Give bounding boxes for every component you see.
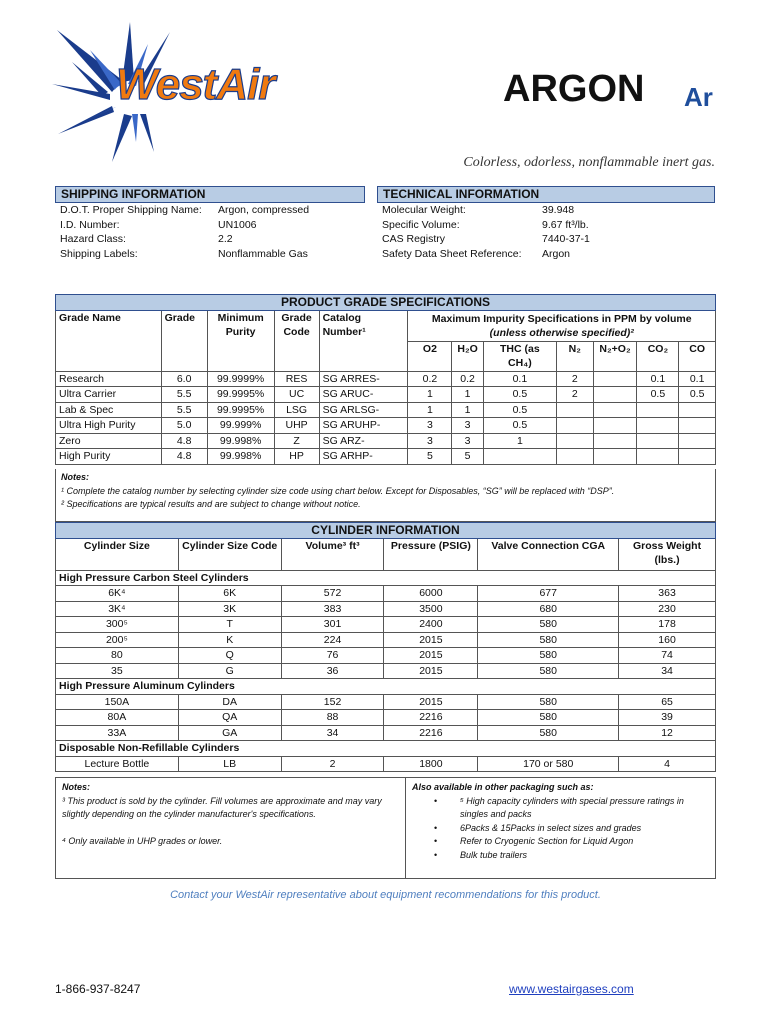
technical-label: Safety Data Sheet Reference:: [382, 247, 522, 260]
col-impurity-2: THC (as CH₄): [483, 341, 556, 371]
impurity-cell: [593, 387, 637, 403]
cylinder-cell: 152: [281, 694, 384, 710]
cylinder-cell: 580: [478, 663, 619, 679]
impurity-cell: 2: [556, 387, 593, 403]
shipping-label: Hazard Class:: [60, 233, 126, 245]
grade-cell: 4.8: [161, 449, 207, 465]
also-available-item: • ⁵ High capacity cylinders with special pressure ratings in singles and packs: [412, 795, 709, 822]
cylinder-group-row: [56, 570, 716, 586]
technical-label: CAS Registry: [382, 233, 446, 245]
min-purity-cell: 99.998%: [207, 433, 274, 449]
cylinder-notes-right: [406, 778, 715, 878]
cylinder-cell: 2: [281, 756, 384, 772]
cylinder-cell: 572: [281, 586, 384, 602]
cylinder-col-4: Valve Connection CGA: [478, 538, 619, 570]
grade-row: [56, 402, 716, 418]
impurity-cell: 1: [452, 402, 483, 418]
cylinder-row: [56, 617, 716, 633]
cylinder-cell: 160: [619, 632, 716, 648]
product-grade-table: [55, 294, 716, 465]
cylinder-cell: T: [178, 617, 281, 633]
phone-number: 1-866-937-8247: [55, 982, 141, 996]
grade-cell: 5.5: [161, 402, 207, 418]
impurity-cell: [593, 433, 637, 449]
impurity-cell: 0.1: [483, 371, 556, 387]
cylinder-cell: 33A: [56, 725, 179, 741]
impurity-cell: 5: [452, 449, 483, 465]
technical-row: [377, 232, 715, 247]
grade-cell: 4.8: [161, 433, 207, 449]
col-catalog-number: Catalog Number¹: [319, 310, 408, 371]
grade-code-cell: Z: [274, 433, 319, 449]
cylinder-cell: 4: [619, 756, 716, 772]
cylinder-row: [56, 648, 716, 664]
shipping-value: Argon, compressed: [218, 204, 310, 216]
cylinder-cell: 383: [281, 601, 384, 617]
grade-row: [56, 387, 716, 403]
cylinder-cell: 36: [281, 663, 384, 679]
technical-value: 39.948: [542, 204, 575, 216]
shipping-info-section: [55, 186, 365, 261]
impurity-cell: [556, 402, 593, 418]
cylinder-cell: G: [178, 663, 281, 679]
technical-label: Molecular Weight:: [382, 204, 466, 216]
impurity-cell: [556, 418, 593, 434]
also-available-item: • 6Packs & 15Packs in select sizes and grades: [412, 822, 709, 836]
cylinder-cell: 200⁵: [56, 632, 179, 648]
grade-name-cell: Ultra High Purity: [56, 418, 162, 434]
cylinder-cell: 580: [478, 694, 619, 710]
cylinder-cell: 677: [478, 586, 619, 602]
impurity-cell: 0.2: [408, 371, 452, 387]
grade-name-cell: Lab & Spec: [56, 402, 162, 418]
cylinder-col-0: Cylinder Size: [56, 538, 179, 570]
cylinder-cell: 80A: [56, 710, 179, 726]
cylinder-cell: 3500: [384, 601, 478, 617]
cylinder-row: [56, 601, 716, 617]
grade-table-heading: PRODUCT GRADE SPECIFICATIONS: [56, 295, 716, 311]
cylinder-note-4: ⁴ Only available in UHP grades or lower.: [62, 835, 223, 846]
grade-code-cell: UC: [274, 387, 319, 403]
cylinder-cell: 6K: [178, 586, 281, 602]
catalog-cell: SG ARUC-: [319, 387, 408, 403]
impurity-cell: 3: [408, 418, 452, 434]
impurity-cell: [637, 418, 679, 434]
col-grade: Grade: [161, 310, 207, 371]
cylinder-row: [56, 663, 716, 679]
cylinder-row: [56, 632, 716, 648]
col-impurity-4: N₂+O₂: [593, 341, 637, 371]
also-available-item: • Refer to Cryogenic Section for Liquid Argon: [412, 835, 709, 849]
cylinder-cell: 6K⁴: [56, 586, 179, 602]
impurity-cell: 1: [483, 433, 556, 449]
impurity-cell: 0.5: [637, 387, 679, 403]
grade-note-1: ¹ Complete the catalog number by selecting cylinder size code using chart below. Except for Disposables, “SG” will be replaced with “DSP”.: [61, 485, 615, 496]
impurity-cell: [637, 402, 679, 418]
min-purity-cell: 99.999%: [207, 418, 274, 434]
cylinder-cell: QA: [178, 710, 281, 726]
impurity-cell: 1: [408, 402, 452, 418]
cylinder-cell: 680: [478, 601, 619, 617]
catalog-cell: SG ARZ-: [319, 433, 408, 449]
catalog-cell: SG ARUHP-: [319, 418, 408, 434]
impurity-cell: [556, 449, 593, 465]
grade-row: [56, 449, 716, 465]
shipping-label: Shipping Labels:: [60, 247, 138, 260]
cylinder-cell: 34: [619, 663, 716, 679]
cylinder-cell: 3K: [178, 601, 281, 617]
impurity-cell: 0.1: [679, 371, 716, 387]
cylinder-cell: 580: [478, 725, 619, 741]
grade-row: [56, 371, 716, 387]
shipping-label: I.D. Number:: [60, 218, 120, 231]
cylinder-cell: 76: [281, 648, 384, 664]
impurity-cell: 0.5: [679, 387, 716, 403]
cylinder-cell: 580: [478, 617, 619, 633]
impurity-cell: [679, 402, 716, 418]
impurity-cell: 1: [452, 387, 483, 403]
impurity-cell: 0.1: [637, 371, 679, 387]
cylinder-note-3: ³ This product is sold by the cylinder. Fill volumes are approximate and may vary slightly depending on the cylinder manufacturer's specifications.: [62, 795, 382, 819]
cylinder-row: [56, 586, 716, 602]
cylinder-cell: 6000: [384, 586, 478, 602]
cylinder-cell: 80: [56, 648, 179, 664]
cylinder-cell: 301: [281, 617, 384, 633]
grade-name-cell: High Purity: [56, 449, 162, 465]
shipping-value: Nonflammable Gas: [218, 247, 308, 260]
logo-wordmark: WestAir: [116, 60, 275, 109]
cylinder-cell: 74: [619, 648, 716, 664]
min-purity-cell: 99.9995%: [207, 387, 274, 403]
grade-name-cell: Research: [56, 371, 162, 387]
min-purity-cell: 99.9995%: [207, 402, 274, 418]
cylinder-group-label: High Pressure Aluminum Cylinders: [56, 679, 716, 695]
col-impurity-5: CO₂: [637, 341, 679, 371]
col-min-purity: Minimum Purity: [207, 310, 274, 371]
impurity-cell: [483, 449, 556, 465]
cylinder-cell: 2015: [384, 648, 478, 664]
cylinder-cell: K: [178, 632, 281, 648]
grade-cell: 5.0: [161, 418, 207, 434]
technical-info-heading: TECHNICAL INFORMATION: [377, 186, 715, 203]
impurity-cell: 5: [408, 449, 452, 465]
shipping-label: D.O.T. Proper Shipping Name:: [60, 204, 202, 216]
shipping-value: UN1006: [218, 218, 257, 231]
impurity-cell: [679, 418, 716, 434]
cylinder-info-table: [55, 522, 716, 772]
cylinder-cell: 178: [619, 617, 716, 633]
col-impurity-3: N₂: [556, 341, 593, 371]
website-link[interactable]: www.westairgases.com: [509, 982, 634, 996]
impurity-cell: 2: [556, 371, 593, 387]
cylinder-cell: 35: [56, 663, 179, 679]
grade-code-cell: RES: [274, 371, 319, 387]
cylinder-group-row: [56, 679, 716, 695]
impurity-cell: [593, 449, 637, 465]
also-available-item: • Bulk tube trailers: [412, 849, 709, 863]
technical-value: 9.67 ft³/lb.: [542, 218, 589, 231]
cylinder-table-heading: CYLINDER INFORMATION: [56, 523, 716, 539]
impurity-cell: [679, 449, 716, 465]
product-title: ARGON: [503, 68, 645, 110]
col-grade-code: Grade Code: [274, 310, 319, 371]
impurity-title: Maximum Impurity Specifications in PPM by volume: [431, 312, 692, 325]
cylinder-group-label: Disposable Non-Refillable Cylinders: [56, 741, 716, 757]
cylinder-cell: 3K⁴: [56, 601, 179, 617]
cylinder-cell: LB: [178, 756, 281, 772]
cylinder-cell: DA: [178, 694, 281, 710]
cylinder-col-1: Cylinder Size Code: [178, 538, 281, 570]
col-impurity-1: H₂O: [452, 341, 483, 371]
impurity-cell: [593, 371, 637, 387]
shipping-row: [55, 218, 365, 233]
grade-cell: 6.0: [161, 371, 207, 387]
technical-value: Argon: [542, 247, 571, 260]
cylinder-cell: 363: [619, 586, 716, 602]
cylinder-cell: Q: [178, 648, 281, 664]
impurity-cell: 1: [408, 387, 452, 403]
grade-code-cell: HP: [274, 449, 319, 465]
impurity-cell: [637, 449, 679, 465]
grade-code-cell: UHP: [274, 418, 319, 434]
technical-value: 7440-37-1: [542, 233, 590, 245]
cylinder-cell: 2216: [384, 710, 478, 726]
cylinder-notes: [55, 777, 716, 879]
technical-label: Specific Volume:: [382, 218, 460, 231]
impurity-cell: [637, 433, 679, 449]
col-impurity-6: CO: [679, 341, 716, 371]
technical-row: [377, 247, 715, 262]
impurity-cell: 3: [452, 433, 483, 449]
westair-logo: [52, 22, 302, 162]
cylinder-cell: GA: [178, 725, 281, 741]
cylinder-cell: 224: [281, 632, 384, 648]
cylinder-cell: 580: [478, 632, 619, 648]
col-grade-name: Grade Name: [56, 310, 162, 371]
impurity-cell: 0.5: [483, 402, 556, 418]
cylinder-cell: 150A: [56, 694, 179, 710]
cylinder-cell: 88: [281, 710, 384, 726]
cylinder-cell: 1800: [384, 756, 478, 772]
cylinder-col-2: Volume³ ft³: [281, 538, 384, 570]
cylinder-row: [56, 710, 716, 726]
cylinder-group-label: High Pressure Carbon Steel Cylinders: [56, 570, 716, 586]
cylinder-cell: 2015: [384, 632, 478, 648]
grade-note-2: ² Specifications are typical results and are subject to change without notice.: [61, 499, 361, 509]
technical-row: [377, 218, 715, 233]
contact-note: Contact your WestAir representative about equipment recommendations for this product.: [170, 889, 601, 901]
impurity-cell: [593, 402, 637, 418]
impurity-subtitle: (unless otherwise specified)²: [489, 326, 634, 339]
cylinder-row: [56, 725, 716, 741]
impurity-cell: [556, 433, 593, 449]
grade-row: [56, 433, 716, 449]
shipping-row: [55, 247, 365, 262]
col-impurity-heading: [408, 310, 716, 341]
impurity-cell: 0.2: [452, 371, 483, 387]
cylinder-col-3: Pressure (PSIG): [384, 538, 478, 570]
grade-code-cell: LSG: [274, 402, 319, 418]
cylinder-cell: 2015: [384, 663, 478, 679]
grade-notes: [55, 469, 716, 522]
cylinder-group-row: [56, 741, 716, 757]
shipping-row: [55, 203, 365, 218]
grade-cell: 5.5: [161, 387, 207, 403]
product-tagline: Colorless, odorless, nonflammable inert gas.: [463, 155, 715, 170]
impurity-cell: [679, 433, 716, 449]
cylinder-cell: 2216: [384, 725, 478, 741]
cylinder-cell: 300⁵: [56, 617, 179, 633]
cylinder-row: [56, 694, 716, 710]
cylinder-cell: 580: [478, 648, 619, 664]
cylinder-cell: Lecture Bottle: [56, 756, 179, 772]
technical-row: [377, 203, 715, 218]
cylinder-cell: 230: [619, 601, 716, 617]
cylinder-cell: 170 or 580: [478, 756, 619, 772]
impurity-cell: 3: [452, 418, 483, 434]
also-available-list: [412, 795, 709, 863]
cylinder-col-5: Gross Weight (lbs.): [619, 538, 716, 570]
cylinder-row: [56, 756, 716, 772]
grade-name-cell: Ultra Carrier: [56, 387, 162, 403]
cylinder-notes-label: Notes:: [62, 782, 91, 792]
cylinder-cell: 2015: [384, 694, 478, 710]
cylinder-notes-left: [56, 778, 406, 878]
impurity-cell: 0.5: [483, 387, 556, 403]
element-symbol: Ar: [684, 82, 713, 112]
catalog-cell: SG ARHP-: [319, 449, 408, 465]
impurity-cell: 0.5: [483, 418, 556, 434]
grade-row: [56, 418, 716, 434]
cylinder-cell: 39: [619, 710, 716, 726]
cylinder-cell: 34: [281, 725, 384, 741]
shipping-row: [55, 232, 365, 247]
catalog-cell: SG ARRES-: [319, 371, 408, 387]
grade-name-cell: Zero: [56, 433, 162, 449]
min-purity-cell: 99.9999%: [207, 371, 274, 387]
cylinder-cell: 12: [619, 725, 716, 741]
min-purity-cell: 99.998%: [207, 449, 274, 465]
shipping-value: 2.2: [218, 233, 233, 245]
also-available-label: Also available in other packaging such as:: [412, 782, 594, 792]
col-impurity-0: O2: [408, 341, 452, 371]
cylinder-cell: 65: [619, 694, 716, 710]
shipping-info-heading: SHIPPING INFORMATION: [55, 186, 365, 203]
grade-notes-label: Notes:: [61, 472, 90, 482]
cylinder-cell: 2400: [384, 617, 478, 633]
impurity-cell: [593, 418, 637, 434]
catalog-cell: SG ARLSG-: [319, 402, 408, 418]
impurity-cell: 3: [408, 433, 452, 449]
cylinder-cell: 580: [478, 710, 619, 726]
technical-info-section: [377, 186, 715, 261]
